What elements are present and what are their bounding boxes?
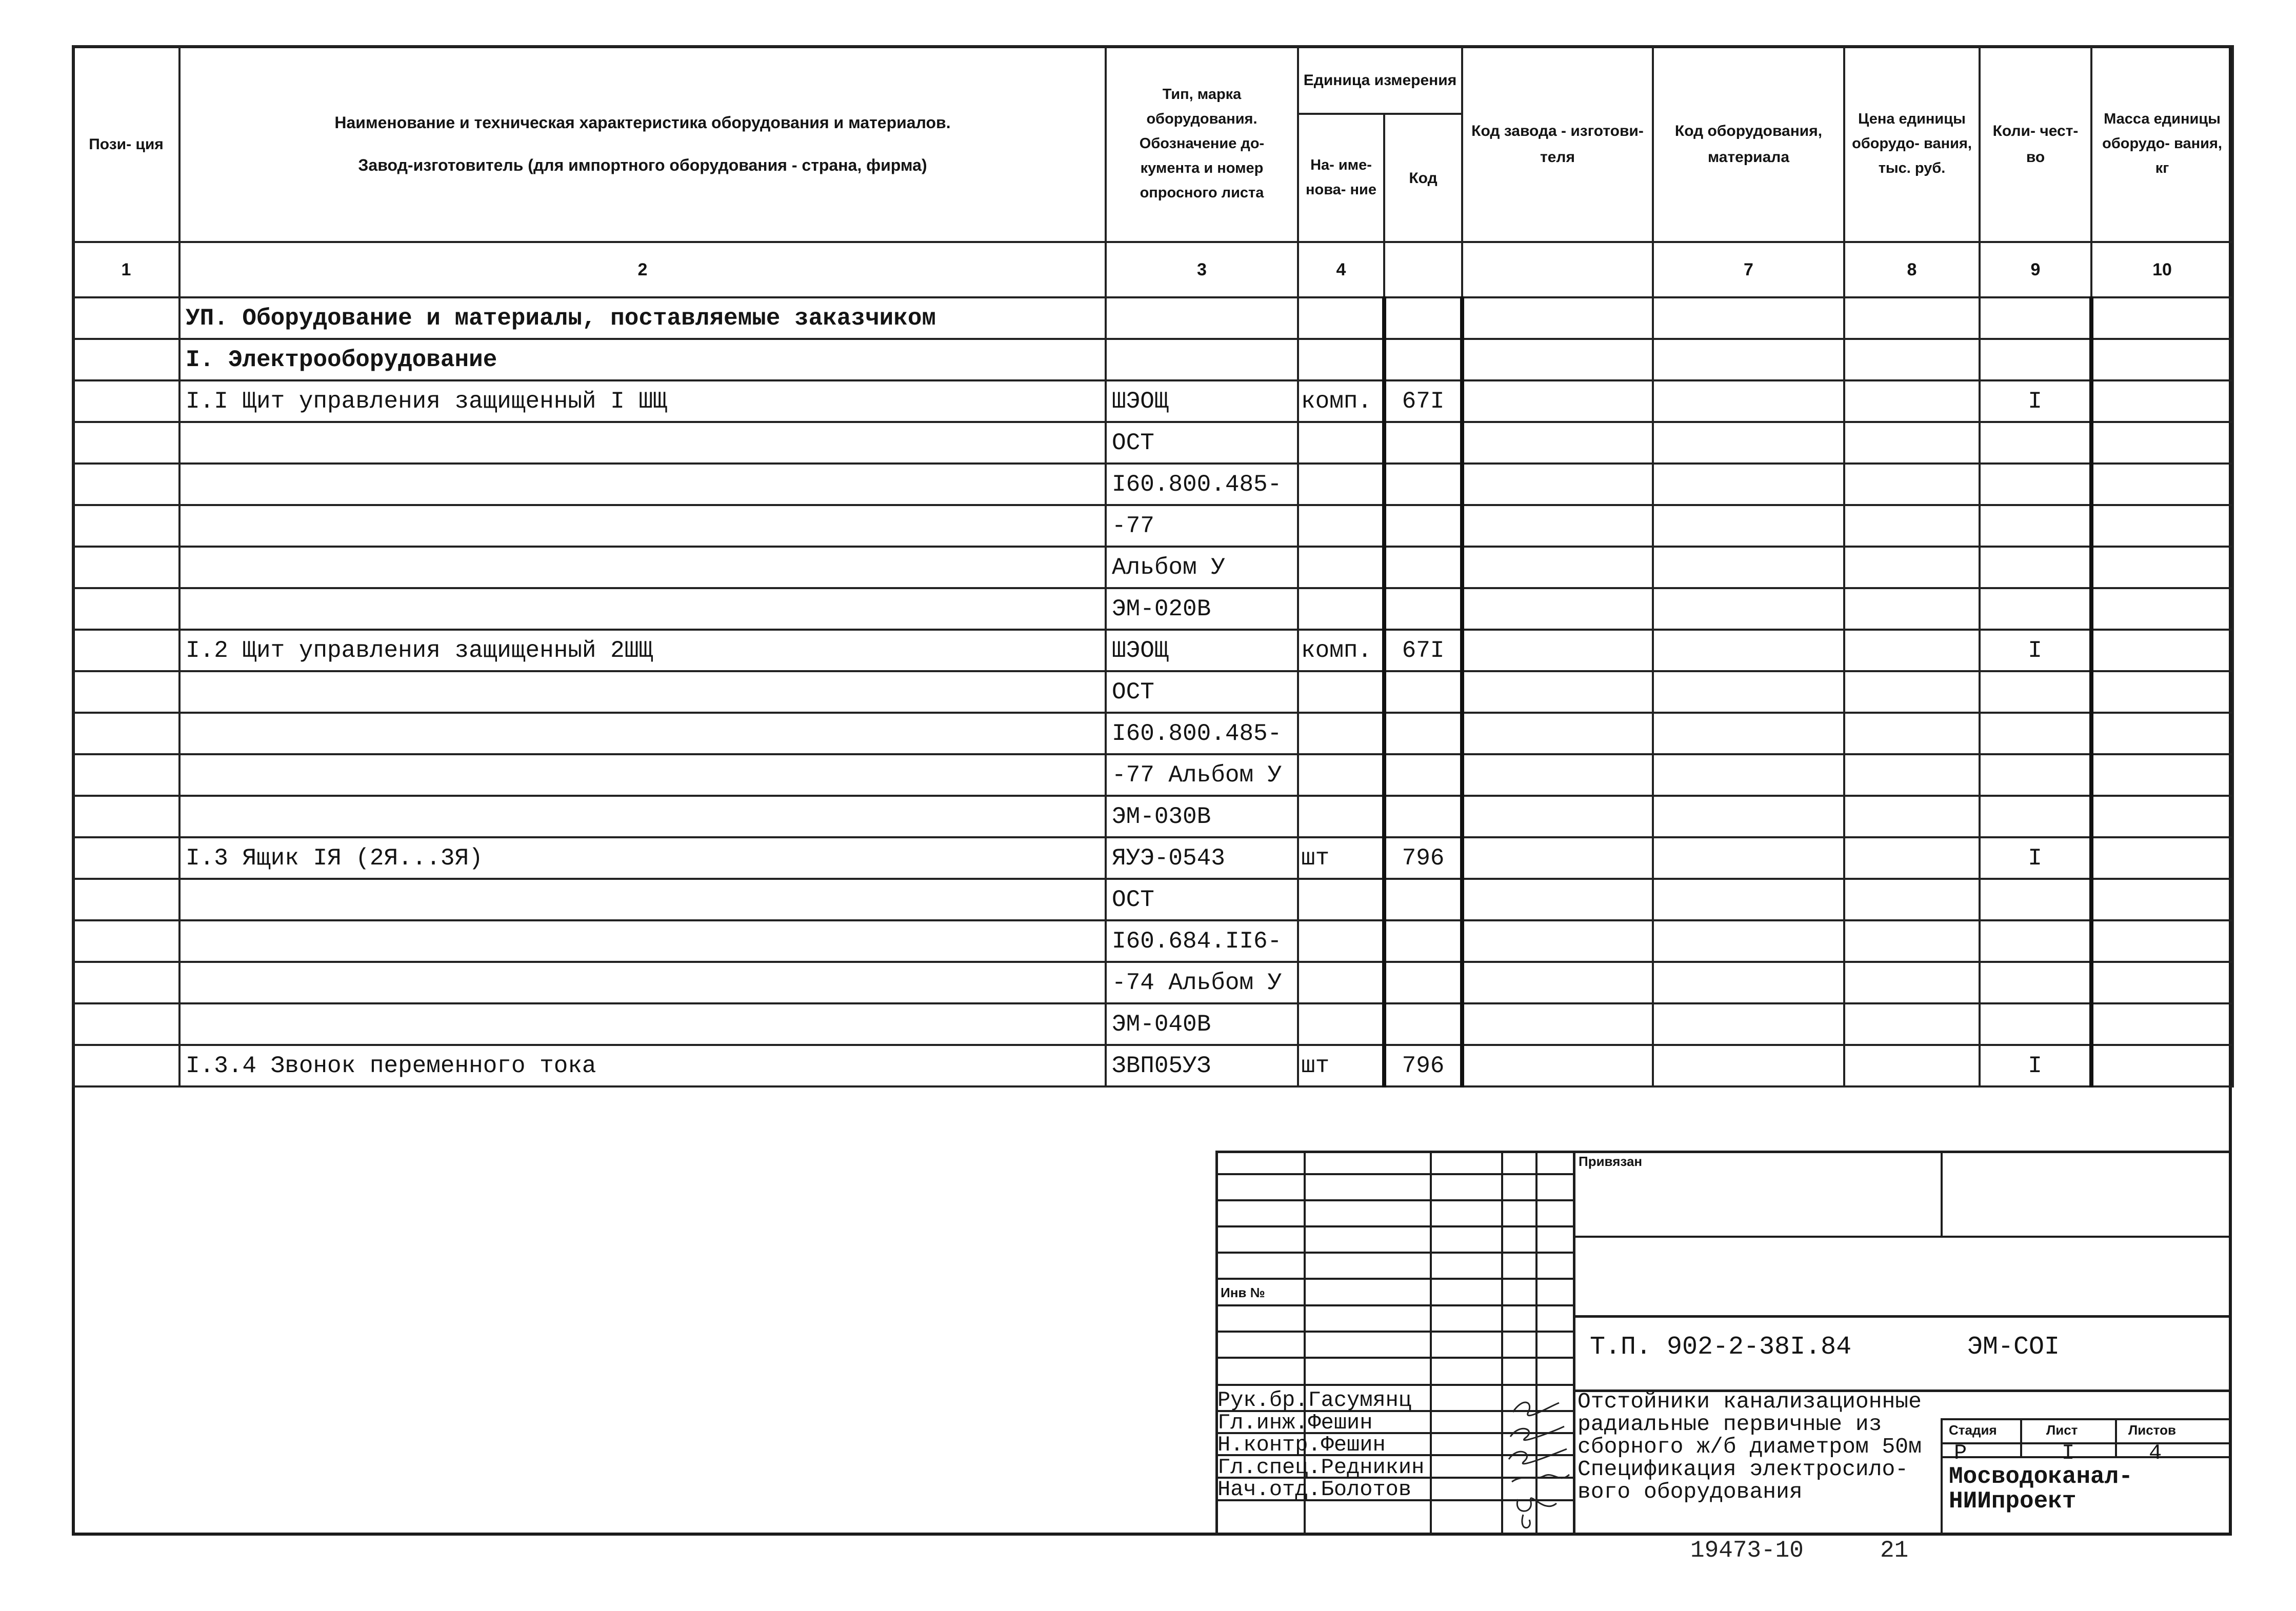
cell-position [73,754,179,796]
sheet-code: ЭМ-COI [1967,1333,2060,1362]
cell-unit-code [1384,713,1462,754]
cell-mass [2091,713,2233,754]
cell-position [73,505,179,547]
title-block [1215,1151,2232,1536]
description-line: Отстойники канализационные [1578,1389,1922,1414]
cell-factory-code [1462,505,1653,547]
cell-name: I.3 Ящик IЯ (2Я...3Я) [179,837,1106,879]
footer-number: 19473-10 [1690,1537,1804,1564]
cell-price [1844,297,1980,339]
col-number: 8 [1844,242,1980,297]
cell-position [73,920,179,962]
cell-name: I.3.4 Звонок переменного тока [179,1045,1106,1086]
table-row [73,920,2233,962]
cell-unit-code [1384,297,1462,339]
cell-factory-code [1462,962,1653,1003]
header-factory-code: Код завода - изготови- теля [1462,46,1653,242]
cell-material-code [1653,547,1844,588]
cell-quantity [1980,671,2091,713]
header-unit-code: Код [1384,114,1462,242]
cell-material-code [1653,505,1844,547]
organization-line: НИИпроект [1949,1488,2077,1515]
cell-price [1844,920,1980,962]
cell-price [1844,422,1980,464]
cell-unit-name [1298,1003,1384,1045]
cell-factory-code [1462,339,1653,380]
cell-type: ЭМ-030В [1106,796,1298,837]
cell-unit-code [1384,588,1462,630]
cell-price [1844,339,1980,380]
cell-unit-name [1298,297,1384,339]
header-quantity: Коли- чест- во [1980,46,2091,242]
col-number [1384,242,1462,297]
cell-unit-code: 67I [1384,380,1462,422]
cell-quantity: I [1980,630,2091,671]
cell-unit-code [1384,754,1462,796]
cell-unit-name [1298,339,1384,380]
table-row [73,588,2233,630]
cell-material-code [1653,754,1844,796]
cell-unit-name: комп. [1298,380,1384,422]
cell-factory-code [1462,422,1653,464]
table-row [73,339,2233,380]
specification-table [72,45,2234,1088]
table-row [73,713,2233,754]
cell-mass [2091,505,2233,547]
cell-material-code [1653,920,1844,962]
cell-unit-code: 796 [1384,837,1462,879]
header-unit-group: Единица измерения [1298,46,1462,114]
cell-position [73,339,179,380]
cell-type: ШЭОЩ [1106,630,1298,671]
cell-price [1844,547,1980,588]
cell-material-code [1653,630,1844,671]
roles-list [1217,1390,1424,1501]
cell-price [1844,464,1980,505]
cell-factory-code [1462,547,1653,588]
header-mass: Масса единицы оборудо- вания, кг [2091,46,2233,242]
cell-unit-code [1384,879,1462,920]
cell-unit-code [1384,422,1462,464]
table-row [73,1003,2233,1045]
cell-unit-name [1298,962,1384,1003]
cell-mass [2091,1045,2233,1086]
table-row [73,380,2233,422]
cell-quantity [1980,547,2091,588]
table-row [73,796,2233,837]
cell-price [1844,380,1980,422]
cell-material-code [1653,1003,1844,1045]
cell-unit-name [1298,713,1384,754]
cell-factory-code [1462,380,1653,422]
cell-factory-code [1462,1045,1653,1086]
header-material-code: Код оборудования, материала [1653,46,1844,242]
cell-quantity [1980,796,2091,837]
cell-name [179,1003,1106,1045]
cell-position [73,713,179,754]
cell-position [73,796,179,837]
cell-unit-name [1298,464,1384,505]
cell-price [1844,1045,1980,1086]
col-number: 4 [1298,242,1384,297]
cell-unit-code: 796 [1384,1045,1462,1086]
cell-position [73,1045,179,1086]
cell-unit-code [1384,464,1462,505]
cell-unit-name [1298,505,1384,547]
description-line: Спецификация электросило- [1578,1457,1909,1482]
cell-factory-code [1462,1003,1653,1045]
cell-name [179,422,1106,464]
cell-name [179,671,1106,713]
cell-quantity [1980,505,2091,547]
cell-position [73,422,179,464]
cell-factory-code [1462,879,1653,920]
table-row [73,464,2233,505]
table-row [73,547,2233,588]
cell-factory-code [1462,713,1653,754]
cell-price [1844,588,1980,630]
cell-unit-name [1298,671,1384,713]
role-row: Рук.бр.Гасумянц [1217,1388,1412,1413]
header-row-1 [73,46,2233,114]
sheet-label: Лист [2046,1422,2078,1438]
table-row [73,962,2233,1003]
cell-unit-name [1298,754,1384,796]
cell-quantity: I [1980,1045,2091,1086]
cell-position [73,1003,179,1045]
header-name-line2: Завод-изготовитель (для импортного оборудования - страна, фирма) [358,156,927,174]
cell-material-code [1653,713,1844,754]
cell-material-code [1653,1045,1844,1086]
cell-type: ЗВП05УЗ [1106,1045,1298,1086]
cell-material-code [1653,422,1844,464]
cell-type: I60.684.II6- [1106,920,1298,962]
sheet-value: I [2062,1441,2075,1465]
stage-label: Стадия [1949,1422,1997,1438]
cell-name [179,713,1106,754]
cell-factory-code [1462,920,1653,962]
table-row [73,879,2233,920]
cell-factory-code [1462,297,1653,339]
cell-unit-name: комп. [1298,630,1384,671]
col-number: 9 [1980,242,2091,297]
cell-quantity [1980,464,2091,505]
table-row [73,630,2233,671]
col-number: 7 [1653,242,1844,297]
cell-type [1106,339,1298,380]
cell-price [1844,630,1980,671]
cell-factory-code [1462,630,1653,671]
table-row [73,754,2233,796]
header-type: Тип, марка оборудования. Обозначение до- кумента и номер опросного листа [1106,46,1298,242]
col-number: 10 [2091,242,2233,297]
cell-unit-name: шт [1298,837,1384,879]
doc-code: Т.П. 902-2-38I.84 [1590,1333,1852,1362]
cell-unit-code [1384,671,1462,713]
cell-material-code [1653,339,1844,380]
cell-position [73,588,179,630]
cell-mass [2091,339,2233,380]
cell-price [1844,879,1980,920]
cell-type: -74 Альбом У [1106,962,1298,1003]
cell-name [179,754,1106,796]
cell-mass [2091,837,2233,879]
cell-type: ОСТ [1106,671,1298,713]
cell-name [179,796,1106,837]
cell-unit-code [1384,505,1462,547]
description-line: сборного ж/б диаметром 50м [1578,1434,1922,1459]
cell-type: I60.800.485- [1106,713,1298,754]
cell-position [73,671,179,713]
organization [1949,1464,2133,1514]
cell-mass [2091,588,2233,630]
cell-name [179,505,1106,547]
cell-name [179,920,1106,962]
cell-unit-code [1384,920,1462,962]
cell-quantity [1980,1003,2091,1045]
cell-price [1844,837,1980,879]
table-row [73,422,2233,464]
cell-type: ЭМ-020В [1106,588,1298,630]
description-line: радиальные первичные из [1578,1412,1882,1437]
header-price: Цена единицы оборудо- вания, тыс. руб. [1844,46,1980,242]
cell-position [73,630,179,671]
header-unit-name: На- име- нова- ние [1298,114,1384,242]
cell-unit-code [1384,547,1462,588]
cell-position [73,879,179,920]
footer-page: 21 [1880,1537,1909,1564]
description-line: вого оборудования [1578,1479,1803,1504]
cell-type: ОСТ [1106,422,1298,464]
privyazan-label: Привязан [1579,1154,1643,1169]
table-row [73,837,2233,879]
cell-type: Альбом У [1106,547,1298,588]
cell-mass [2091,464,2233,505]
cell-name [179,547,1106,588]
cell-factory-code [1462,671,1653,713]
header-name-line1: Наименование и техническая характеристика оборудования и материалов. [334,113,951,132]
cell-quantity [1980,879,2091,920]
role-row: Гл.спец.Редникин [1217,1455,1425,1480]
table-row [73,1045,2233,1086]
header-name [179,46,1106,242]
cell-price [1844,754,1980,796]
cell-price [1844,713,1980,754]
cell-name [179,879,1106,920]
cell-unit-code [1384,339,1462,380]
cell-name: УП. Оборудование и материалы, поставляемые заказчиком [179,297,1106,339]
cell-price [1844,962,1980,1003]
cell-unit-code: 67I [1384,630,1462,671]
cell-material-code [1653,588,1844,630]
cell-type [1106,297,1298,339]
cell-factory-code [1462,464,1653,505]
cell-type: -77 Альбом У [1106,754,1298,796]
cell-mass [2091,879,2233,920]
cell-quantity [1980,713,2091,754]
cell-material-code [1653,671,1844,713]
cell-mass [2091,962,2233,1003]
cell-type: -77 [1106,505,1298,547]
cell-name [179,962,1106,1003]
cell-position [73,380,179,422]
cell-price [1844,505,1980,547]
cell-unit-name [1298,796,1384,837]
table-row [73,505,2233,547]
cell-unit-name: шт [1298,1045,1384,1086]
sheets-label: Листов [2128,1422,2176,1438]
cell-position [73,837,179,879]
cell-type: I60.800.485- [1106,464,1298,505]
cell-quantity [1980,920,2091,962]
cell-mass [2091,380,2233,422]
cell-position [73,547,179,588]
col-number: 2 [179,242,1106,297]
inv-number-label: Инв № [1221,1285,1265,1300]
cell-type: ОСТ [1106,879,1298,920]
column-number-row [73,242,2233,297]
table-row [73,297,2233,339]
header-position: Пози- ция [73,46,179,242]
cell-quantity: I [1980,380,2091,422]
cell-quantity [1980,588,2091,630]
cell-material-code [1653,380,1844,422]
cell-unit-code [1384,1003,1462,1045]
cell-name: I. Электрооборудование [179,339,1106,380]
cell-factory-code [1462,754,1653,796]
role-row: Н.контр.Фешин [1217,1433,1386,1457]
cell-material-code [1653,796,1844,837]
cell-material-code [1653,464,1844,505]
cell-unit-code [1384,962,1462,1003]
cell-name: I.I Щит управления защищенный I ШЩ [179,380,1106,422]
cell-unit-name [1298,879,1384,920]
cell-name: I.2 Щит управления защищенный 2ШЩ [179,630,1106,671]
cell-mass [2091,630,2233,671]
col-number [1462,242,1653,297]
role-row: Нач.отд.Болотов [1217,1477,1412,1502]
cell-mass [2091,547,2233,588]
organization-line: Мосводоканал- [1949,1463,2133,1490]
cell-mass [2091,297,2233,339]
cell-material-code [1653,297,1844,339]
cell-material-code [1653,837,1844,879]
cell-quantity [1980,339,2091,380]
cell-unit-name [1298,547,1384,588]
cell-position [73,297,179,339]
cell-quantity [1980,754,2091,796]
cell-quantity [1980,297,2091,339]
cell-name [179,464,1106,505]
cell-price [1844,796,1980,837]
cell-mass [2091,671,2233,713]
cell-position [73,464,179,505]
cell-mass [2091,754,2233,796]
cell-quantity: I [1980,837,2091,879]
cell-price [1844,671,1980,713]
cell-unit-name [1298,588,1384,630]
cell-mass [2091,920,2233,962]
cell-material-code [1653,879,1844,920]
role-row: Гл.инж.Фешин [1217,1410,1373,1435]
cell-mass [2091,796,2233,837]
cell-type: ЯУЭ-0543 [1106,837,1298,879]
cell-factory-code [1462,796,1653,837]
cell-type: ШЭОЩ [1106,380,1298,422]
cell-factory-code [1462,588,1653,630]
col-number: 1 [73,242,179,297]
cell-mass [2091,422,2233,464]
cell-unit-name [1298,422,1384,464]
cell-price [1844,1003,1980,1045]
stage-value: Р [1954,1441,1967,1465]
description [1578,1391,1922,1503]
table-row [73,671,2233,713]
sheets-value: 4 [2149,1441,2162,1465]
cell-name [179,588,1106,630]
cell-quantity [1980,962,2091,1003]
col-number: 3 [1106,242,1298,297]
cell-material-code [1653,962,1844,1003]
cell-mass [2091,1003,2233,1045]
cell-unit-code [1384,796,1462,837]
cell-type: ЭМ-040В [1106,1003,1298,1045]
cell-factory-code [1462,837,1653,879]
cell-position [73,962,179,1003]
cell-quantity [1980,422,2091,464]
cell-unit-name [1298,920,1384,962]
